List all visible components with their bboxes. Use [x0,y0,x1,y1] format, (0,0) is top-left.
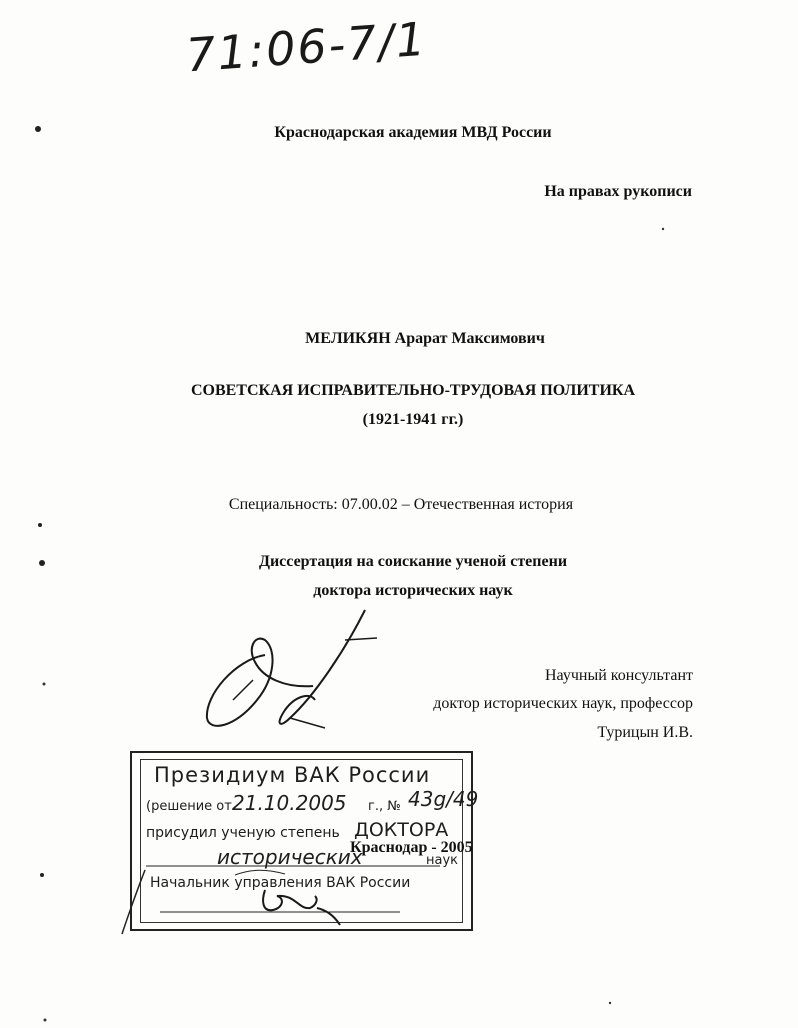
stamp-decision-date: 21.10.2005 [232,791,347,815]
advisor-credentials: доктор исторических наук, профессор [433,695,693,712]
stamp-header: Президиум ВАК России [154,763,431,787]
stamp-official: Начальник управления ВАК России [150,875,411,891]
advisor-role: Научный консультант [545,667,693,684]
manuscript-rights: На правах рукописи [544,183,692,200]
advisor-name: Турицын И.В. [597,724,693,741]
stamp-field-suffix: наук [426,853,459,868]
stamp-decision-mid: г., № [368,799,401,814]
stamp-degree: ДОКТОРА [354,819,449,841]
city-year: Краснодар - 2005 [350,839,473,856]
degree-line-1: Диссертация на соискание ученой степени [258,553,568,570]
dissertation-title: СОВЕТСКАЯ ИСПРАВИТЕЛЬНО-ТРУДОВАЯ ПОЛИТИКА [190,382,636,399]
author-name: МЕЛИКЯН Арарат Максимович [305,330,545,347]
dissertation-period: (1921-1941 гг.) [362,411,464,428]
stamp-field-handwritten: исторических [217,845,363,869]
handwritten-archive-code: 71:06-7/1 [184,11,429,83]
stamp-decision-number: 43g/49 [408,787,479,811]
specialty: Специальность: 07.00.02 – Отечественная история [228,496,574,513]
institution-name: Краснодарская академия МВД России [274,124,552,141]
stamp-awarded: присудил ученую степень [146,825,340,841]
stamp-decision-prefix: (решение от [146,799,232,814]
degree-line-2: доктора исторических наук [313,582,513,599]
